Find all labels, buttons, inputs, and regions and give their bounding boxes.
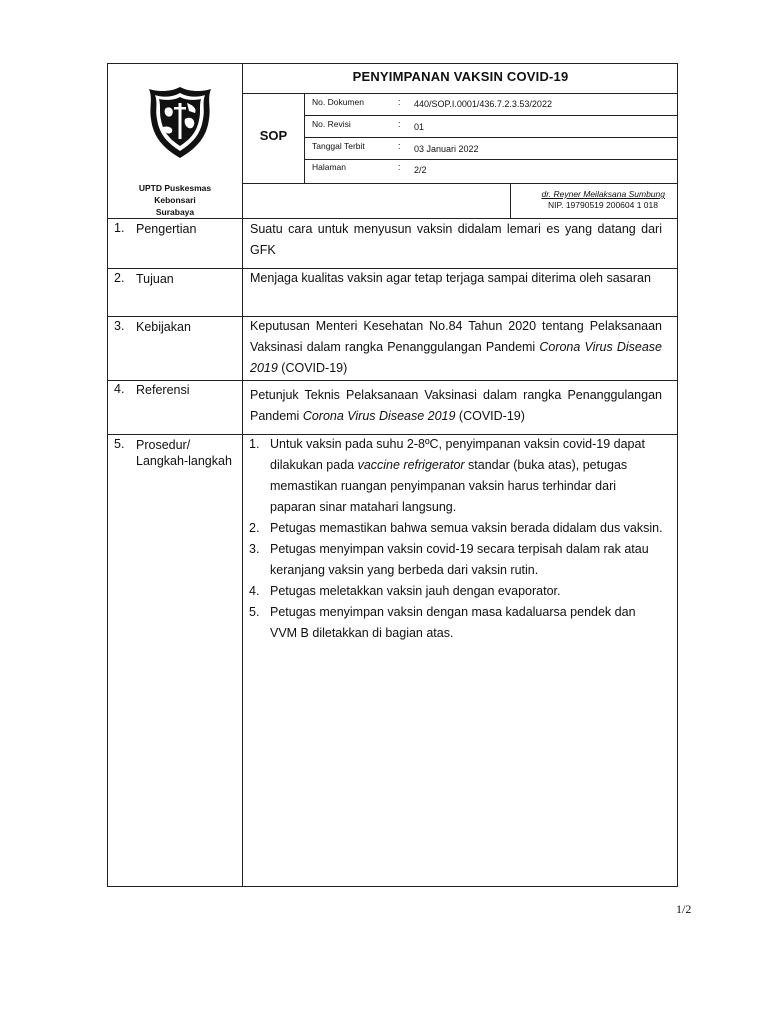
section-text-purpose: Menjaga kualitas vaksin agar tetap terjaga sampai diterima oleh sasaran <box>250 271 651 285</box>
meta-label-page: Halaman <box>312 162 347 172</box>
signatory-name: dr. Reyner Meilaksana Sumbung <box>541 189 665 199</box>
sop-label: SOP <box>259 128 288 143</box>
row-divider <box>243 93 678 94</box>
section-title: Tujuan <box>136 272 174 286</box>
list-item <box>249 434 664 518</box>
section-label-procedure <box>114 437 236 469</box>
section-label-purpose <box>114 271 236 287</box>
policy-text-italic: Corona Virus Disease 2019 <box>250 340 663 375</box>
section-text-definition: Suatu cara untuk menyusun vaksin didalam lemari es yang datang dari GFK <box>250 222 662 257</box>
institution-line: Kebonsari <box>154 195 196 205</box>
page-number: 1/2 <box>676 902 692 916</box>
meta-colon: : <box>398 162 401 172</box>
meta-colon: : <box>398 97 401 107</box>
list-item-number: 2. <box>249 521 260 535</box>
policy-text: Keputusan Menteri Kesehatan No.84 Tahun 2020 tentang Pelaksanaan Vaksinasi dalam rangka Penanggulangan Pandemi <box>250 319 662 354</box>
section-title: Prosedur/ Langkah-langkah <box>136 438 232 468</box>
meta-value-document-number: 440/SOP.I.0001/436.7.2.3.53/2022 <box>414 99 552 109</box>
list-item <box>249 539 664 581</box>
signatory-nip: NIP. 19790519 200604 1 018 <box>548 200 658 210</box>
procedure-list <box>249 434 664 644</box>
list-item-number: 1. <box>249 437 260 451</box>
reference-text-italic: Corona Virus Disease 2019 <box>302 409 456 423</box>
list-item-number: 5. <box>249 605 260 619</box>
institution-name <box>120 182 230 218</box>
institution-line: Surabaya <box>155 207 195 217</box>
meta-label-revision: No. Revisi <box>312 119 351 129</box>
row-divider <box>304 159 678 160</box>
section-title: Pengertian <box>136 222 197 236</box>
list-item <box>249 581 664 602</box>
row-divider <box>107 380 678 381</box>
section-number: 4. <box>114 382 125 396</box>
column-divider <box>242 63 243 887</box>
section-title: Referensi <box>136 383 190 397</box>
list-item-text <box>270 434 664 518</box>
section-number: 5. <box>114 437 125 451</box>
section-text-reference <box>250 385 662 427</box>
institution-line: UPTD Puskesmas <box>138 183 212 193</box>
meta-value-revision: 01 <box>414 122 425 132</box>
procedure-text-italic: vaccine refrigerator <box>357 458 465 472</box>
list-item-text: Petugas memastikan bahwa semua vaksin berada didalam dus vaksin. <box>270 521 663 535</box>
section-label-policy <box>114 319 236 335</box>
procedure-text-end: standar (buka atas), petugas memastikan ruangan penyimpanan vaksin harus terhindar dari paparan sinar matahari langsung. <box>270 458 628 514</box>
row-divider <box>243 183 678 184</box>
procedure-text: Untuk vaksin pada suhu 2-8ºC, penyimpanan vaksin covid-19 dapat dilakukan pada <box>270 437 645 472</box>
column-divider <box>304 93 305 183</box>
policy-text-end: (COVID-19) <box>277 361 348 375</box>
list-item <box>249 602 664 644</box>
meta-colon: : <box>398 119 401 129</box>
section-title: Kebijakan <box>136 320 191 334</box>
reference-text: Petunjuk Teknis Pelaksanaan Vaksinasi dalam rangka Penanggulangan Pandemi <box>250 388 662 423</box>
row-divider <box>304 137 678 138</box>
list-item-text: Petugas menyimpan vaksin covid-19 secara terpisah dalam rak atau keranjang vaksin yang berbeda dari vaksin rutin. <box>270 542 649 577</box>
section-label-reference <box>114 382 236 398</box>
surabaya-city-emblem-icon <box>147 85 213 160</box>
list-item-number: 4. <box>249 584 260 598</box>
reference-text-end: (COVID-19) <box>455 409 525 423</box>
list-item-number: 3. <box>249 542 260 556</box>
meta-label-document-number: No. Dokumen <box>312 97 364 107</box>
meta-label-issue-date: Tanggal Terbit <box>312 141 365 151</box>
list-item-text: Petugas menyimpan vaksin dengan masa kadaluarsa pendek dan VVM B diletakkan di bagian atas. <box>270 605 636 640</box>
meta-value-issue-date: 03 Januari 2022 <box>414 144 479 154</box>
section-number: 3. <box>114 319 125 333</box>
meta-colon: : <box>398 141 401 151</box>
meta-value-page: 2/2 <box>414 165 427 175</box>
list-item <box>249 518 664 539</box>
row-divider <box>304 115 678 116</box>
section-number: 1. <box>114 221 125 235</box>
list-item-text: Petugas meletakkan vaksin jauh dengan evaporator. <box>270 584 561 598</box>
document-title: PENYIMPANAN VAKSIN COVID-19 <box>352 69 569 84</box>
section-label-definition <box>114 221 236 237</box>
section-text-policy <box>250 316 662 379</box>
section-number: 2. <box>114 271 125 285</box>
